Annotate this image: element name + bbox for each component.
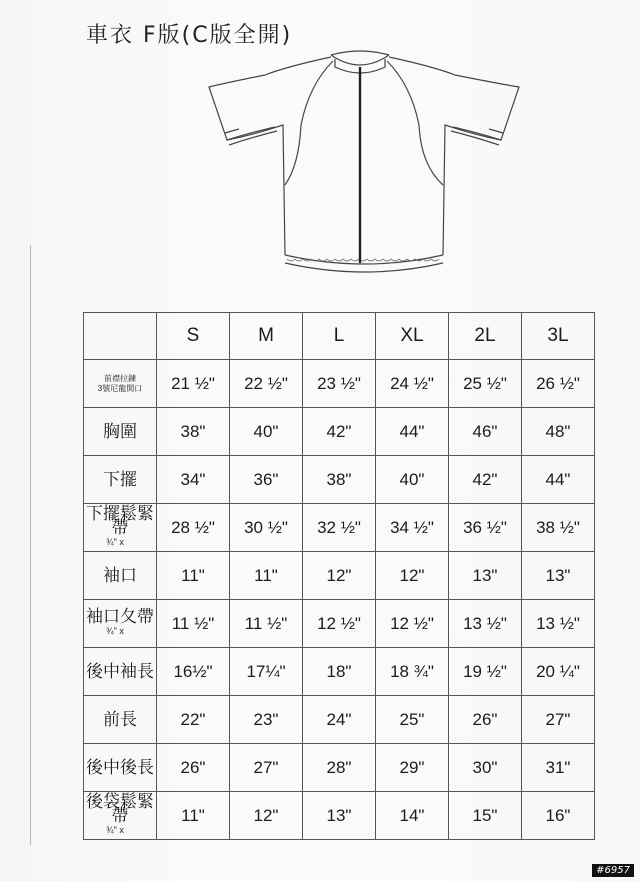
- table-row: [84, 408, 595, 456]
- measurement-cell: 24": [303, 696, 376, 744]
- row-label: [84, 504, 157, 552]
- size-chart-table: [83, 312, 595, 840]
- row-label-text: 下擺鬆緊帶: [86, 503, 154, 537]
- row-label: [84, 552, 157, 600]
- row-label-subtext: 3號尼龍開口: [97, 383, 143, 393]
- measurement-cell: 13": [303, 792, 376, 840]
- header-row: [84, 313, 595, 360]
- measurement-cell: 12 ½": [376, 600, 449, 648]
- table-body: [84, 360, 595, 840]
- measurement-cell: 36 ½": [449, 504, 522, 552]
- measurement-cell: 25": [376, 696, 449, 744]
- row-label-text: 袖口: [103, 565, 137, 585]
- scan-stamp: #6957: [592, 864, 634, 877]
- row-label: [84, 696, 157, 744]
- page-title: 車衣 F版(C版全開): [86, 23, 293, 48]
- margin-line: [30, 245, 31, 845]
- measurement-cell: 13": [522, 552, 595, 600]
- measurement-cell: 38": [303, 456, 376, 504]
- row-label-text: 胸圍: [103, 421, 137, 441]
- row-label-text: 前襟拉鍊: [104, 373, 136, 383]
- measurement-cell: 34 ½": [376, 504, 449, 552]
- measurement-cell: 14": [376, 792, 449, 840]
- size-header-2l: 2L: [449, 313, 522, 360]
- measurement-cell: 34": [157, 456, 230, 504]
- measurement-cell: 27": [522, 696, 595, 744]
- corner-cell: [84, 313, 157, 360]
- row-label: [84, 600, 157, 648]
- measurement-cell: 27": [230, 744, 303, 792]
- row-label: [84, 408, 157, 456]
- table-row: [84, 792, 595, 840]
- table-row: [84, 360, 595, 408]
- measurement-cell: 18": [303, 648, 376, 696]
- row-label-width-note: ¾" x: [106, 824, 124, 835]
- table-row: [84, 552, 595, 600]
- measurement-cell: 11 ½": [230, 600, 303, 648]
- measurement-cell: 38 ½": [522, 504, 595, 552]
- measurement-cell: 48": [522, 408, 595, 456]
- measurement-cell: 13 ½": [522, 600, 595, 648]
- measurement-cell: 46": [449, 408, 522, 456]
- table-row: [84, 504, 595, 552]
- measurement-cell: 20 ¼": [522, 648, 595, 696]
- measurement-cell: 42": [449, 456, 522, 504]
- measurement-cell: 11 ½": [157, 600, 230, 648]
- measurement-cell: 40": [376, 456, 449, 504]
- measurement-cell: 19 ½": [449, 648, 522, 696]
- row-label: [84, 360, 157, 408]
- measurement-cell: 21 ½": [157, 360, 230, 408]
- measurement-cell: 26": [157, 744, 230, 792]
- measurement-cell: 26 ½": [522, 360, 595, 408]
- measurement-cell: 22 ½": [230, 360, 303, 408]
- row-label-width-note: ¾" x: [106, 625, 124, 636]
- measurement-cell: 30 ½": [230, 504, 303, 552]
- measurement-cell: 28": [303, 744, 376, 792]
- measurement-cell: 13": [449, 552, 522, 600]
- measurement-cell: 36": [230, 456, 303, 504]
- measurement-cell: 42": [303, 408, 376, 456]
- table-row: [84, 696, 595, 744]
- measurement-cell: 12": [376, 552, 449, 600]
- row-label-text: 下擺: [103, 469, 137, 489]
- measurement-cell: 23": [230, 696, 303, 744]
- row-label-text: 前長: [103, 709, 137, 729]
- size-header-s: S: [157, 313, 230, 360]
- table-row: [84, 648, 595, 696]
- measurement-cell: 40": [230, 408, 303, 456]
- measurement-cell: 11": [157, 552, 230, 600]
- measurement-cell: 11": [157, 792, 230, 840]
- row-label: [84, 744, 157, 792]
- measurement-cell: 28 ½": [157, 504, 230, 552]
- jersey-sketch: [205, 45, 525, 285]
- measurement-cell: 16½": [157, 648, 230, 696]
- measurement-cell: 31": [522, 744, 595, 792]
- row-label-text: 袖口夂帶: [86, 606, 154, 626]
- size-header-3l: 3L: [522, 313, 595, 360]
- measurement-cell: 13 ½": [449, 600, 522, 648]
- row-label-text: 後袋鬆緊帶: [86, 791, 154, 825]
- measurement-cell: 12": [303, 552, 376, 600]
- measurement-cell: 29": [376, 744, 449, 792]
- measurement-cell: 30": [449, 744, 522, 792]
- measurement-cell: 26": [449, 696, 522, 744]
- measurement-cell: 32 ½": [303, 504, 376, 552]
- table-row: [84, 744, 595, 792]
- row-label-text: 後中後長: [86, 757, 154, 777]
- measurement-cell: 44": [522, 456, 595, 504]
- measurement-cell: 23 ½": [303, 360, 376, 408]
- measurement-cell: 38": [157, 408, 230, 456]
- measurement-cell: 18 ¾": [376, 648, 449, 696]
- table-row: [84, 456, 595, 504]
- measurement-cell: 16": [522, 792, 595, 840]
- measurement-cell: 17¼": [230, 648, 303, 696]
- row-label-width-note: ¾" x: [106, 536, 124, 547]
- row-label: [84, 456, 157, 504]
- measurement-cell: 15": [449, 792, 522, 840]
- measurement-cell: 22": [157, 696, 230, 744]
- table-row: [84, 600, 595, 648]
- measurement-cell: 44": [376, 408, 449, 456]
- size-header-xl: XL: [376, 313, 449, 360]
- measurement-cell: 11": [230, 552, 303, 600]
- row-label-text: 後中袖長: [86, 661, 154, 681]
- measurement-cell: 12": [230, 792, 303, 840]
- size-header-l: L: [303, 313, 376, 360]
- row-label: [84, 792, 157, 840]
- size-header-m: M: [230, 313, 303, 360]
- measurement-cell: 24 ½": [376, 360, 449, 408]
- row-label: [84, 648, 157, 696]
- measurement-cell: 25 ½": [449, 360, 522, 408]
- measurement-cell: 12 ½": [303, 600, 376, 648]
